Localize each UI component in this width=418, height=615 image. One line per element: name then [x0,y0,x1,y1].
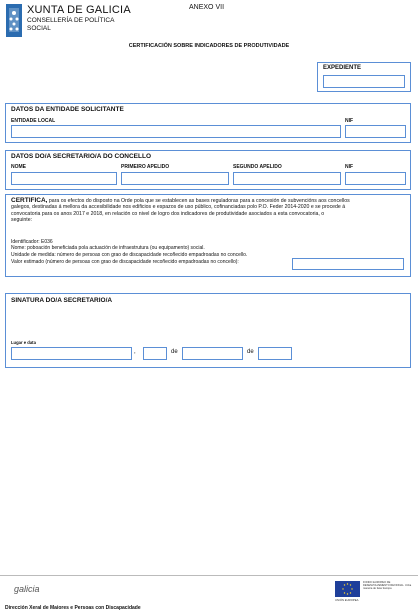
secretario-section [5,150,411,190]
eu-caption: UNIÓN EUROPEA [335,598,359,602]
secretario-segundo-input[interactable] [233,172,341,185]
footer-divider [0,575,418,576]
org-subtitle-line2: SOCIAL [27,25,51,32]
shield-icon [6,4,22,37]
de-separator-2: de [247,349,254,355]
secretario-nif-label: NIF [345,164,354,170]
dia-input[interactable] [143,347,167,360]
entidade-nif-label: NIF [345,118,354,124]
certifica-line3: convocatoria para os anos 2017 e 2018, en relación co nivel de logro dos indicadores de produtividade asociados a esta convocatoria, o [11,210,325,217]
expediente-input[interactable] [323,75,405,88]
secretario-title: DATOS DO/A SECRETARIO/A DO CONCELLO [11,153,151,160]
footer-department: Dirección Xeral de Maiores e Persoas con Discapacidade [5,605,141,611]
secretario-nome-input[interactable] [11,172,117,185]
eu-fund-text: FONDO EUROPEO DE DESENVOLVEMENTO REXIONAL. Unha maneira de facer Europa [363,581,412,591]
document-title: CERTIFICACIÓN SOBRE INDICADORES DE PRODUTIVIDADE [128,43,290,49]
secretario-primeiro-label: PRIMEIRO APELIDO [121,164,170,170]
certifica-line2: galegos, destinadas á mellora da accesibilidade nos edificios e espazos de uso público, cofinanciadas polo P.O. Feder 2014-2020 e se procede á [11,204,346,211]
certifica-paragraph [11,198,406,223]
entidade-local-label: ENTIDADE LOCAL [11,118,56,124]
entidade-section [5,103,411,143]
org-title: XUNTA DE GALICIA [27,4,131,16]
de-separator-1: de [171,349,178,355]
unidade-medida-text: Unidade de medida: número de persoas con grao de discapacidade recoñecido empadroadas no concello. [11,252,248,258]
secretario-nome-label: NOME [11,164,26,170]
identificador-text: Identificador: E036 [11,239,53,245]
mes-input[interactable] [182,347,243,360]
org-subtitle [27,17,114,33]
expediente-box [317,62,411,92]
comma-separator: , [134,349,136,355]
valor-estimado-input[interactable] [292,258,404,270]
valor-estimado-text: Valor estimado (número de persoas con grao de discapacidade recoñecido empadroadas no concello): [11,259,239,265]
entidade-local-input[interactable] [11,125,341,138]
galicia-logo: galicia [14,584,40,594]
sinatura-section [5,293,411,368]
secretario-nif-input[interactable] [345,172,406,185]
certifica-line1: para os efectos do disposto na Orde pola que se establecen as bases reguladoras para a concesión de subvencións aos concellos [47,198,350,204]
secretario-segundo-label: SEGUNDO APELIDO [233,164,282,170]
secretario-primeiro-input[interactable] [121,172,229,185]
certifica-section [5,194,411,277]
entidade-nif-input[interactable] [345,125,406,138]
indicador-nome-text: Nome: poboación beneficiada pola actuación de infraestrutura (ou equipamento) social. [11,245,205,251]
annex-label: ANEXO VII [189,4,225,11]
expediente-label: EXPEDIENTE [323,65,362,71]
xunta-logo [6,4,22,37]
lugar-input[interactable] [11,347,132,360]
sinatura-title: SINATURA DO/A SECRETARIO/A [11,297,113,304]
entidade-title: DATOS DA ENTIDADE SOLICITANTE [11,106,124,113]
org-subtitle-line1: CONSELLERÍA DE POLÍTICA [27,17,115,24]
eu-flag-icon [335,581,360,597]
lugar-data-label: Lugar e data [11,340,36,345]
certifica-line4: seguinte: [11,216,33,223]
certifica-lead: CERTIFICA, [11,197,48,204]
ano-input[interactable] [258,347,292,360]
